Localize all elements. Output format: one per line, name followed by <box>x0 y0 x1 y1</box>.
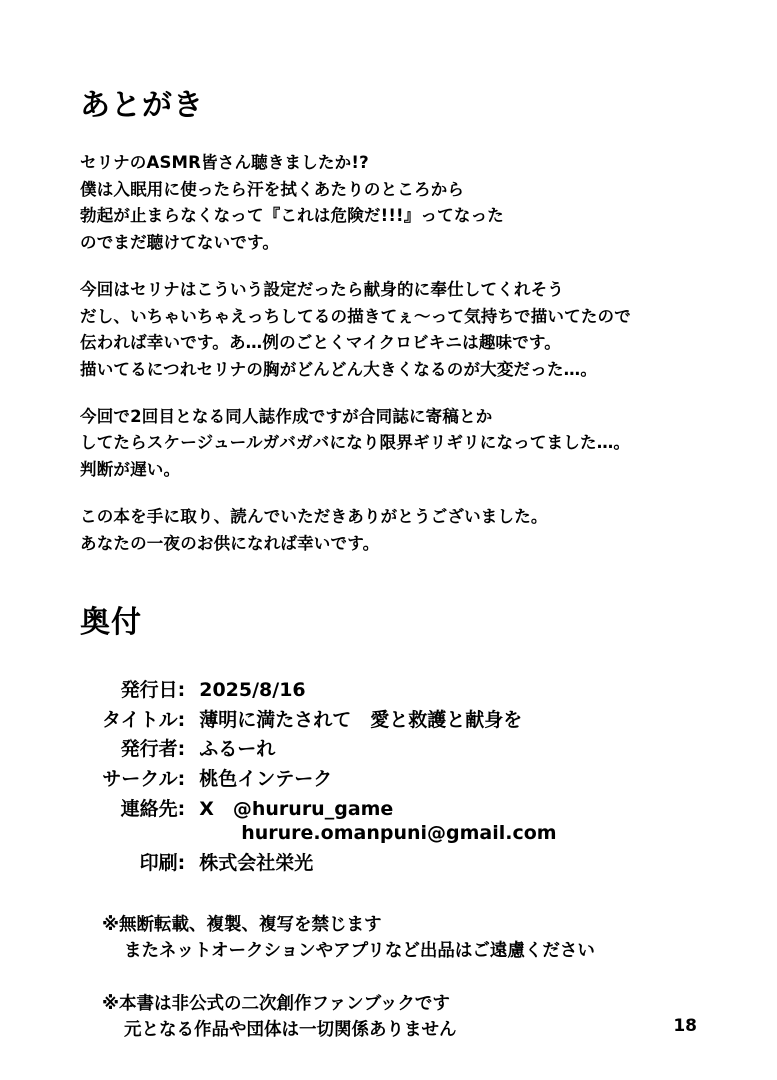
colophon-label: タイトル: <box>102 708 186 731</box>
afterword-line: この本を手に取り、読んでいただきありがとうございました。 <box>80 506 548 526</box>
colophon-value: 2025/8/16 <box>199 678 306 701</box>
colophon-label: 発行者: <box>120 738 186 761</box>
colophon-value: 桃色インテーク <box>199 767 333 790</box>
table-row <box>102 848 557 878</box>
afterword-line: 今回はセリナはこういう設定だったら献身的に奉仕してくれそう <box>80 279 564 299</box>
afterword-paragraph-3 <box>80 404 697 484</box>
note-line: 元となる作品や団体は一切関係ありません <box>124 1019 457 1040</box>
note-line: ※本書は非公式の二次創作ファンブックです <box>102 993 450 1014</box>
afterword-line: 伝われば幸いです。あ…例のごとくマイクロビキニは趣味です。 <box>80 333 561 353</box>
note-line: またネットオークションやアプリなど出品はご遠慮ください <box>124 941 595 962</box>
colophon-heading: 奥付 <box>80 605 142 641</box>
note-line: ※無断転載、複製、複写を禁じます <box>102 915 382 936</box>
afterword-line: 今回で2回目となる同人誌作成ですが合同誌に寄稿とか <box>80 406 493 426</box>
colophon-value: 株式会社栄光 <box>199 851 314 874</box>
afterword-paragraph-4 <box>80 504 697 557</box>
colophon-value: 薄明に満たされて 愛と救護と献身を <box>199 708 523 731</box>
afterword-line: 勃起が止まらなくなって『これは危険だ!!!』ってなった <box>80 206 504 226</box>
afterword-line: 僕は入眠用に使ったら汗を拭くあたりのところから <box>80 179 465 199</box>
afterword-line: 描いてるにつれセリナの胸がどんどん大きくなるのが大変だった…。 <box>80 360 598 380</box>
colophon-value: ふるーれ <box>199 738 276 761</box>
colophon-label: 印刷: <box>139 851 186 874</box>
contact-handle: X @hururu_game <box>199 797 394 820</box>
note-block <box>102 991 697 1044</box>
afterword-line: のでまだ聴けてないです。 <box>80 233 280 253</box>
afterword-paragraph-2 <box>80 277 697 384</box>
contact-email: hurure.omanpuni@gmail.com <box>241 822 557 845</box>
table-row <box>102 675 557 705</box>
afterword-paragraph-1 <box>80 150 697 257</box>
table-row <box>102 735 557 765</box>
afterword-line: だし、いちゃいちゃえっちしてるの描きてぇ〜って気持ちで描いてたので <box>80 306 631 326</box>
colophon-label: サークル: <box>102 767 186 790</box>
colophon-label: 連絡先: <box>120 797 186 820</box>
colophon-label: 発行日: <box>120 678 186 701</box>
afterword-line: 判断が遅い。 <box>80 460 181 480</box>
afterword-line: してたらスケージュールガバガバになり限界ギリギリになってました…。 <box>80 433 631 453</box>
table-row <box>102 764 557 794</box>
colophon-table <box>102 675 557 878</box>
table-row <box>102 705 557 735</box>
note-block <box>102 912 697 965</box>
notes-section <box>102 912 697 1043</box>
afterword-line: セリナのASMR皆さん聴きましたか!? <box>80 153 369 172</box>
afterword-line: あなたの一夜のお供になれば幸いです。 <box>80 533 380 553</box>
page-number: 18 <box>673 1016 697 1036</box>
table-row <box>102 794 557 848</box>
colophon-value <box>199 794 556 848</box>
afterword-heading: あとがき <box>80 88 204 123</box>
